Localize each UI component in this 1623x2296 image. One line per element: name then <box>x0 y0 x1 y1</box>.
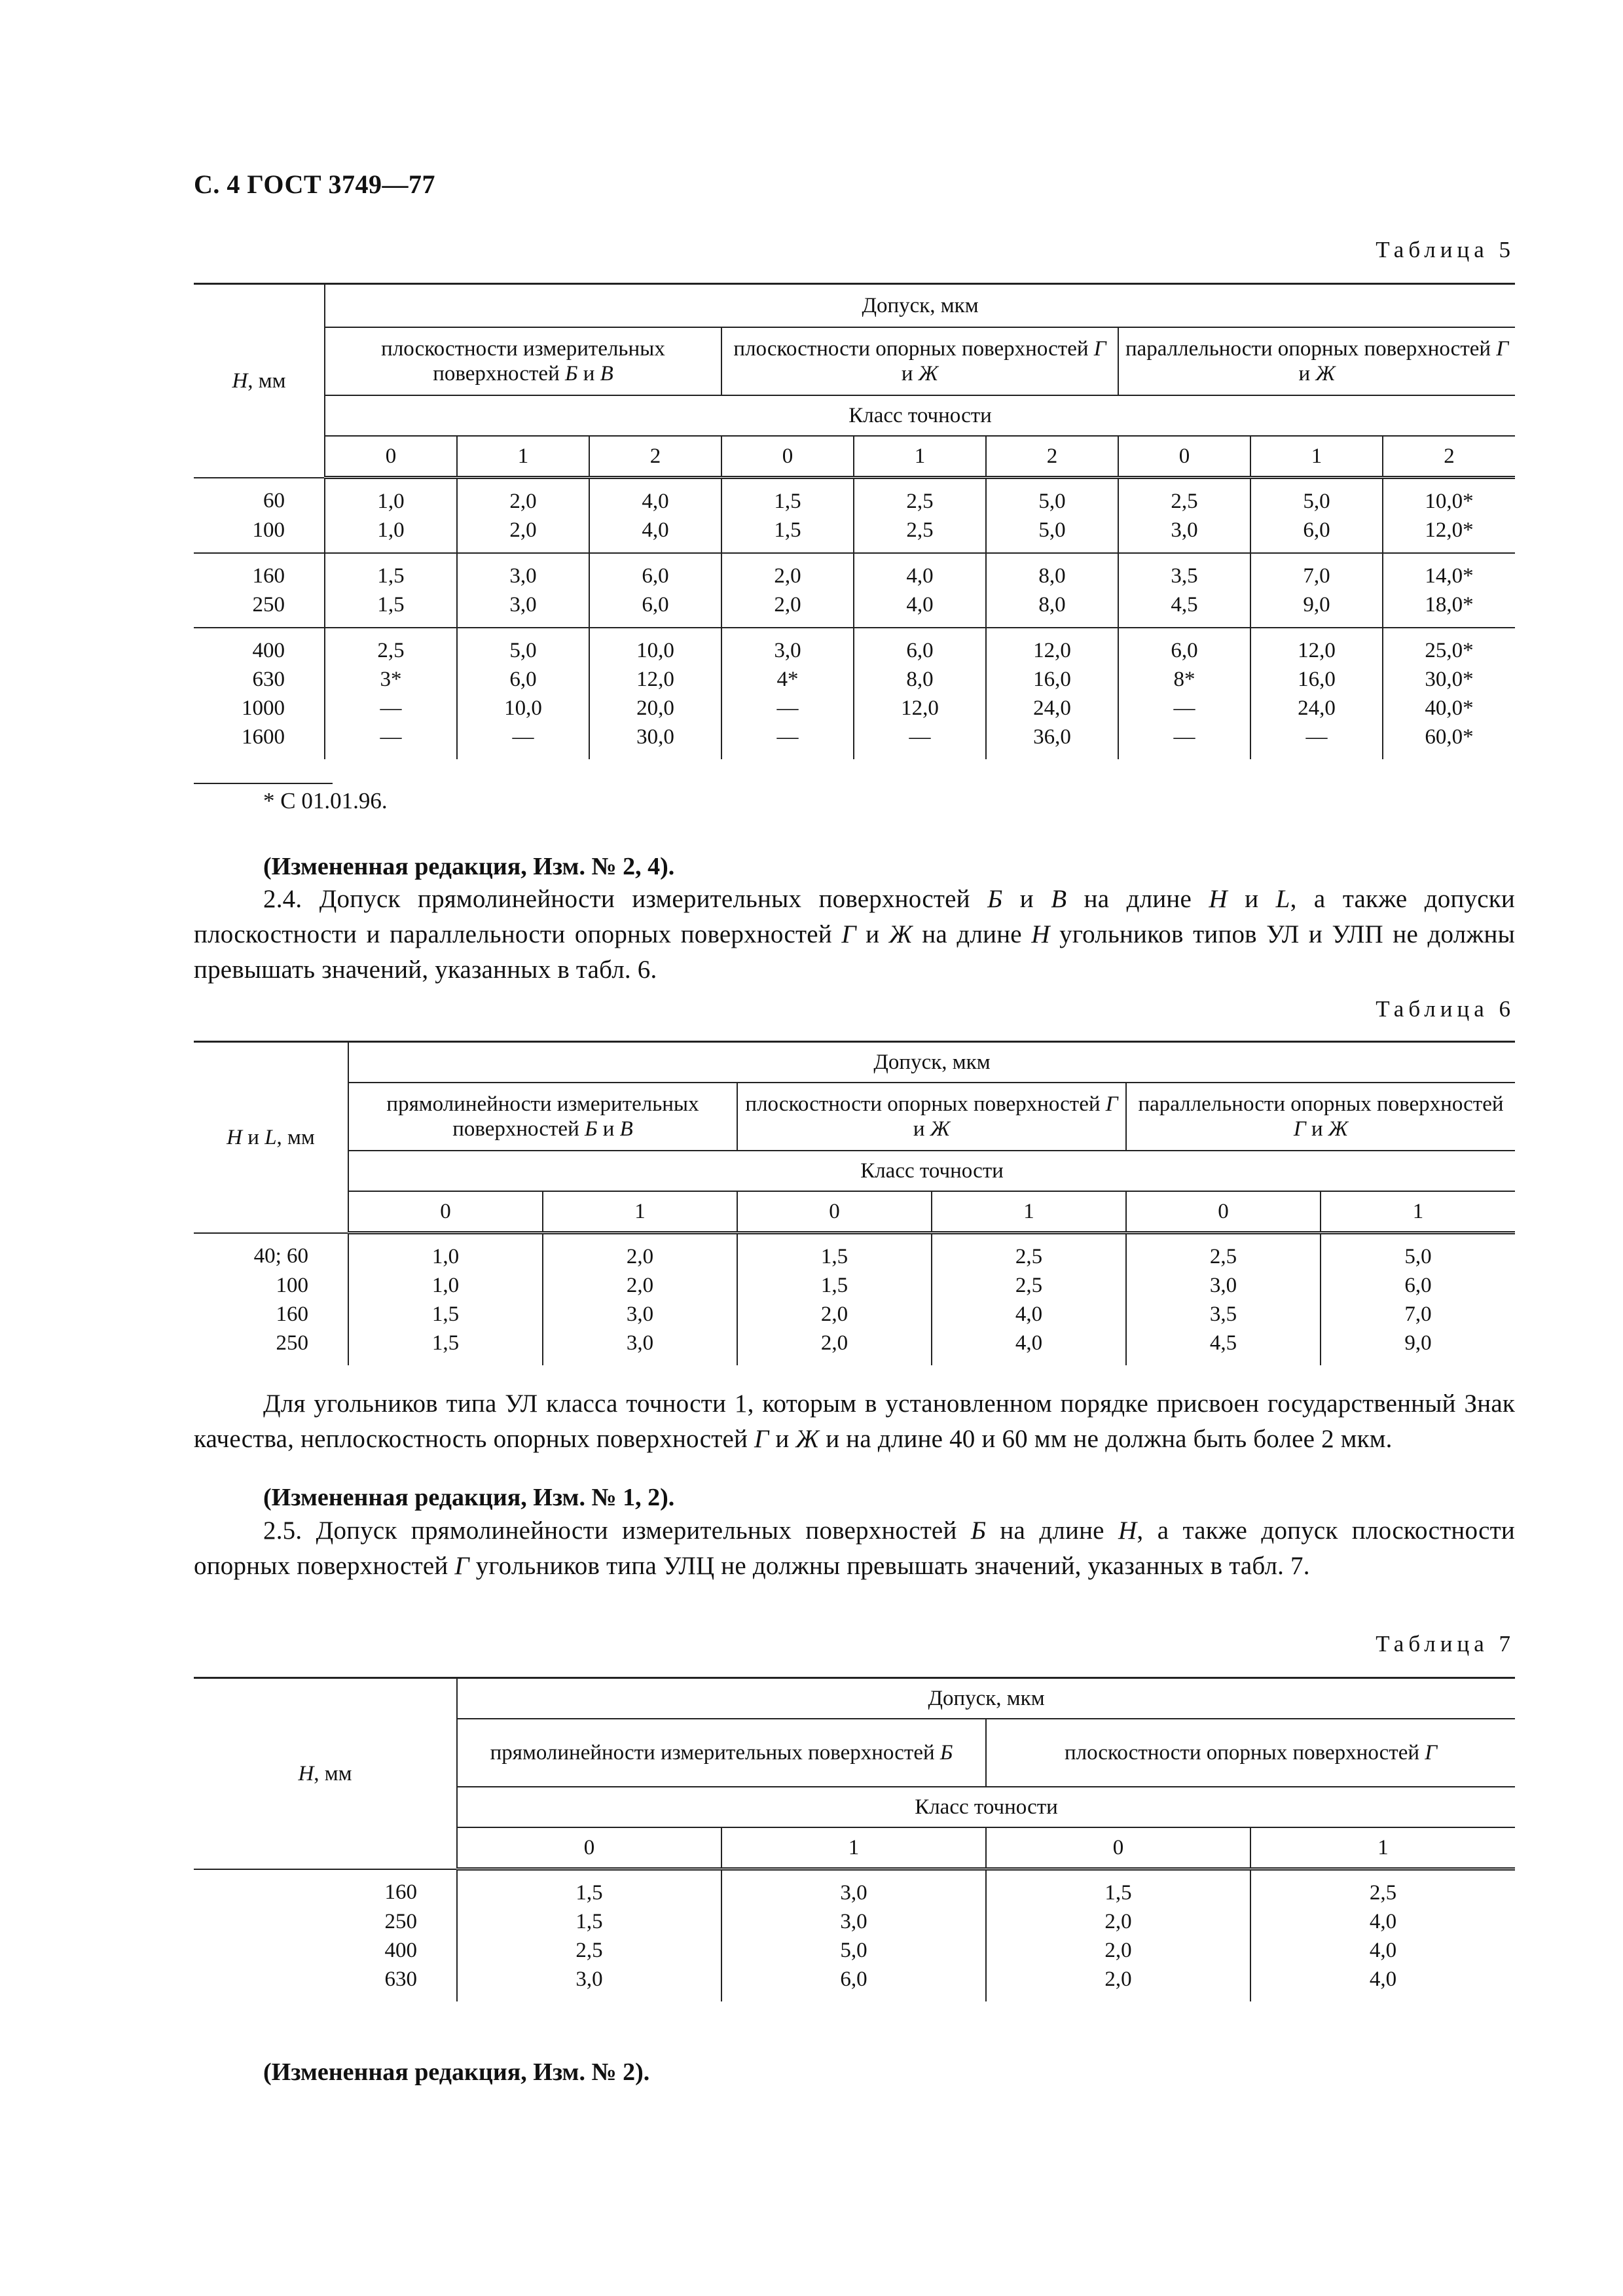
value-cell: 24,0 <box>986 694 1118 723</box>
table-row <box>194 1907 1515 1936</box>
value-cell: — <box>721 694 854 723</box>
value-cell: 5,0 <box>1321 1233 1515 1272</box>
table-5-group-header: плоскостности измерительных поверхностей Б и В <box>325 327 721 395</box>
value-cell: 2,0 <box>543 1271 737 1300</box>
value-cell: 1,5 <box>457 1907 721 1936</box>
value-cell: 8,0 <box>986 553 1118 590</box>
value-cell: 2,0 <box>457 516 589 553</box>
value-cell: — <box>457 723 589 759</box>
table-row <box>194 694 1515 723</box>
value-cell: 3,5 <box>1118 553 1250 590</box>
value-cell: 1,5 <box>457 1869 721 1908</box>
table-7-group-header: плоскостности опорных поверхностей Г <box>986 1719 1515 1787</box>
value-cell: 3,0 <box>1118 516 1250 553</box>
table-row <box>194 1271 1515 1300</box>
value-cell: 36,0 <box>986 723 1118 759</box>
class-number-cell: 2 <box>1383 436 1515 478</box>
value-cell: 6,0 <box>1321 1271 1515 1300</box>
value-cell: 1,5 <box>348 1329 543 1365</box>
class-number-cell: 0 <box>1118 436 1250 478</box>
value-cell: 4,0 <box>589 478 721 516</box>
value-cell: 2,5 <box>854 478 986 516</box>
table-row <box>194 1965 1515 2001</box>
value-cell: 6,0 <box>589 553 721 590</box>
value-cell: 12,0 <box>1250 628 1383 665</box>
footnote: * С 01.01.96. <box>263 788 388 814</box>
class-number-cell: 1 <box>932 1191 1126 1233</box>
row-label-cell: 250 <box>194 1329 348 1365</box>
value-cell: 60,0* <box>1383 723 1515 759</box>
row-label-cell: 100 <box>194 1271 348 1300</box>
value-cell: 8,0 <box>854 665 986 694</box>
class-number-cell: 0 <box>721 436 854 478</box>
row-label-cell: 1000 <box>194 694 325 723</box>
value-cell: 2,5 <box>1126 1233 1321 1272</box>
value-cell: 4,5 <box>1126 1329 1321 1365</box>
value-cell: 4,0 <box>932 1300 1126 1329</box>
value-cell: 1,0 <box>325 516 457 553</box>
value-cell: 1,5 <box>737 1271 932 1300</box>
value-cell: 1,0 <box>325 478 457 516</box>
table-6-class-header: Класс точности <box>348 1151 1515 1191</box>
paragraph-2-5: 2.5. Допуск прямолинейности измерительных поверхностей Б на длине H, а также допуск плоскостности опорных поверхностей Г угольников типа УЛЦ не должны превышать значений, указанных в табл. 7. <box>194 1516 1515 1580</box>
value-cell: 18,0* <box>1383 590 1515 628</box>
table-row <box>194 628 1515 665</box>
value-cell: 3,0 <box>457 553 589 590</box>
class-number-cell: 0 <box>737 1191 932 1233</box>
table-row <box>194 723 1515 759</box>
value-cell: 1,5 <box>348 1300 543 1329</box>
value-cell: 40,0* <box>1383 694 1515 723</box>
value-cell: 4,0 <box>1250 1907 1515 1936</box>
table-row <box>194 1233 1515 1272</box>
row-label-cell: 400 <box>194 628 325 665</box>
value-cell: 5,0 <box>986 478 1118 516</box>
value-cell: 4,0 <box>932 1329 1126 1365</box>
table-5-group-header: параллельности опорных поверхностей Г и Ж <box>1118 327 1515 395</box>
value-cell: 4,0 <box>1250 1936 1515 1965</box>
value-cell: 3,5 <box>1126 1300 1321 1329</box>
table-row <box>194 1936 1515 1965</box>
value-cell: 3,0 <box>721 1869 986 1908</box>
value-cell: — <box>1118 694 1250 723</box>
value-cell: 4,0 <box>589 516 721 553</box>
table-7-group-header: прямолинейности измерительных поверхностей Б <box>457 1719 986 1787</box>
value-cell: 6,0 <box>854 628 986 665</box>
value-cell: 2,0 <box>721 590 854 628</box>
value-cell: 1,5 <box>325 553 457 590</box>
table-row <box>194 665 1515 694</box>
page-header: С. 4 ГОСТ 3749—77 <box>194 170 436 199</box>
table-7-caption: Таблица 7 <box>1376 1631 1515 1657</box>
table-5-group-header: плоскостности опорных поверхностей Г и Ж <box>721 327 1118 395</box>
value-cell: 12,0 <box>854 694 986 723</box>
class-number-cell: 1 <box>721 1827 986 1869</box>
value-cell: 6,0 <box>589 590 721 628</box>
revision-note: (Измененная редакция, Изм. № 2, 4). <box>263 853 675 880</box>
value-cell: 12,0 <box>589 665 721 694</box>
value-cell: 2,0 <box>543 1233 737 1272</box>
value-cell: 1,5 <box>986 1869 1250 1908</box>
value-cell: — <box>1118 723 1250 759</box>
value-cell: 6,0 <box>1118 628 1250 665</box>
value-cell: 24,0 <box>1250 694 1383 723</box>
table-row <box>194 516 1515 553</box>
value-cell: 2,5 <box>1250 1869 1515 1908</box>
value-cell: 3,0 <box>1126 1271 1321 1300</box>
footnote-rule <box>194 783 333 784</box>
value-cell: 2,5 <box>457 1936 721 1965</box>
table-6 <box>194 1041 1515 1365</box>
value-cell: 3,0 <box>543 1300 737 1329</box>
value-cell: 1,5 <box>737 1233 932 1272</box>
table-7-h-header: H, мм <box>194 1678 457 1869</box>
table-6-hl-header: H и L, мм <box>194 1042 348 1233</box>
value-cell: 2,0 <box>721 553 854 590</box>
value-cell: 5,0 <box>1250 478 1383 516</box>
value-cell: 3,0 <box>457 590 589 628</box>
row-label-cell: 60 <box>194 478 325 516</box>
table-row <box>194 1300 1515 1329</box>
value-cell: 3,0 <box>721 628 854 665</box>
value-cell: 2,0 <box>986 1907 1250 1936</box>
value-cell: — <box>721 723 854 759</box>
value-cell: — <box>325 694 457 723</box>
class-number-cell: 0 <box>325 436 457 478</box>
value-cell: 2,0 <box>737 1300 932 1329</box>
value-cell: 1,5 <box>721 516 854 553</box>
class-number-cell: 2 <box>986 436 1118 478</box>
table-5-tolerance-header: Допуск, мкм <box>325 284 1515 327</box>
value-cell: 4,0 <box>1250 1965 1515 2001</box>
revision-note: (Измененная редакция, Изм. № 1, 2). <box>263 1484 675 1511</box>
value-cell: 12,0* <box>1383 516 1515 553</box>
value-cell: 7,0 <box>1321 1300 1515 1329</box>
value-cell: 4,0 <box>854 590 986 628</box>
class-number-cell: 1 <box>543 1191 737 1233</box>
value-cell: 3,0 <box>457 1965 721 2001</box>
value-cell: 20,0 <box>589 694 721 723</box>
value-cell: 14,0* <box>1383 553 1515 590</box>
class-number-cell: 1 <box>457 436 589 478</box>
value-cell: — <box>854 723 986 759</box>
value-cell: 2,5 <box>854 516 986 553</box>
table-5 <box>194 283 1515 759</box>
value-cell: 2,0 <box>986 1965 1250 2001</box>
value-cell: 2,5 <box>1118 478 1250 516</box>
paragraph-2-4: 2.4. Допуск прямолинейности измерительных поверхностей Б и В на длине H и L, а также допуски плоскостности и параллельности опорных поверхностей Г и Ж на длине H угольников типов УЛ и УЛП не должны превышать значений, указанных в табл. 6. <box>194 885 1515 984</box>
value-cell: 6,0 <box>1250 516 1383 553</box>
table-row <box>194 1329 1515 1365</box>
value-cell: 4,5 <box>1118 590 1250 628</box>
value-cell: 9,0 <box>1250 590 1383 628</box>
value-cell: 9,0 <box>1321 1329 1515 1365</box>
value-cell: 1,5 <box>721 478 854 516</box>
table-7-tolerance-header: Допуск, мкм <box>457 1678 1515 1719</box>
value-cell: 2,0 <box>986 1936 1250 1965</box>
class-number-cell: 0 <box>1126 1191 1321 1233</box>
value-cell: 2,0 <box>737 1329 932 1365</box>
row-label-cell: 630 <box>194 665 325 694</box>
table-row <box>194 590 1515 628</box>
table-row <box>194 553 1515 590</box>
table-6-group-header: параллельности опорных поверхностей Г и Ж <box>1126 1083 1515 1151</box>
table-5-class-header: Класс точности <box>325 395 1515 436</box>
table-6-caption: Таблица 6 <box>1376 996 1515 1022</box>
value-cell: 4,0 <box>854 553 986 590</box>
class-number-cell: 1 <box>1321 1191 1515 1233</box>
class-number-cell: 1 <box>1250 1827 1515 1869</box>
value-cell: 4* <box>721 665 854 694</box>
value-cell: 2,5 <box>325 628 457 665</box>
value-cell: 16,0 <box>986 665 1118 694</box>
row-label-cell: 250 <box>194 1907 457 1936</box>
paragraph-ul-note: Для угольников типа УЛ класса точности 1, которым в установленном порядке присвоен государственный Знак качества, неплоскостность опорных поверхностей Г и Ж и на длине 40 и 60 мм не должна быть более 2 мкм. <box>194 1390 1515 1453</box>
value-cell: 6,0 <box>457 665 589 694</box>
value-cell: 2,5 <box>932 1271 1126 1300</box>
value-cell: 8,0 <box>986 590 1118 628</box>
value-cell: 10,0 <box>457 694 589 723</box>
table-6-group-header: плоскостности опорных поверхностей Г и Ж <box>737 1083 1126 1151</box>
value-cell: 3,0 <box>721 1907 986 1936</box>
class-number-cell: 0 <box>348 1191 543 1233</box>
value-cell: 5,0 <box>457 628 589 665</box>
value-cell: 1,5 <box>325 590 457 628</box>
value-cell: 5,0 <box>986 516 1118 553</box>
row-label-cell: 1600 <box>194 723 325 759</box>
value-cell: 2,5 <box>932 1233 1126 1272</box>
row-label-cell: 630 <box>194 1965 457 2001</box>
class-number-cell: 2 <box>589 436 721 478</box>
row-label-cell: 250 <box>194 590 325 628</box>
value-cell: 30,0* <box>1383 665 1515 694</box>
table-row <box>194 478 1515 516</box>
table-6-tolerance-header: Допуск, мкм <box>348 1042 1515 1083</box>
value-cell: 1,0 <box>348 1271 543 1300</box>
value-cell: 16,0 <box>1250 665 1383 694</box>
table-7-class-header: Класс точности <box>457 1787 1515 1827</box>
value-cell: 3* <box>325 665 457 694</box>
table-5-caption: Таблица 5 <box>1376 237 1515 262</box>
value-cell: 8* <box>1118 665 1250 694</box>
value-cell: 2,0 <box>457 478 589 516</box>
value-cell: 30,0 <box>589 723 721 759</box>
class-number-cell: 1 <box>1250 436 1383 478</box>
value-cell: 7,0 <box>1250 553 1383 590</box>
row-label-cell: 40; 60 <box>194 1233 348 1272</box>
value-cell: — <box>1250 723 1383 759</box>
class-number-cell: 0 <box>986 1827 1250 1869</box>
value-cell: 5,0 <box>721 1936 986 1965</box>
revision-note: (Измененная редакция, Изм. № 2). <box>263 2058 650 2086</box>
table-5-h-header: H, мм <box>194 284 325 478</box>
row-label-cell: 160 <box>194 553 325 590</box>
value-cell: 10,0* <box>1383 478 1515 516</box>
table-7 <box>194 1677 1515 2001</box>
value-cell: 3,0 <box>543 1329 737 1365</box>
row-label-cell: 160 <box>194 1300 348 1329</box>
value-cell: 1,0 <box>348 1233 543 1272</box>
value-cell: 6,0 <box>721 1965 986 2001</box>
table-row <box>194 1869 1515 1908</box>
table-6-group-header: прямолинейности измерительных поверхностей Б и В <box>348 1083 737 1151</box>
row-label-cell: 160 <box>194 1869 457 1908</box>
value-cell: 25,0* <box>1383 628 1515 665</box>
value-cell: 12,0 <box>986 628 1118 665</box>
value-cell: — <box>325 723 457 759</box>
class-number-cell: 0 <box>457 1827 721 1869</box>
class-number-cell: 1 <box>854 436 986 478</box>
row-label-cell: 100 <box>194 516 325 553</box>
value-cell: 10,0 <box>589 628 721 665</box>
row-label-cell: 400 <box>194 1936 457 1965</box>
